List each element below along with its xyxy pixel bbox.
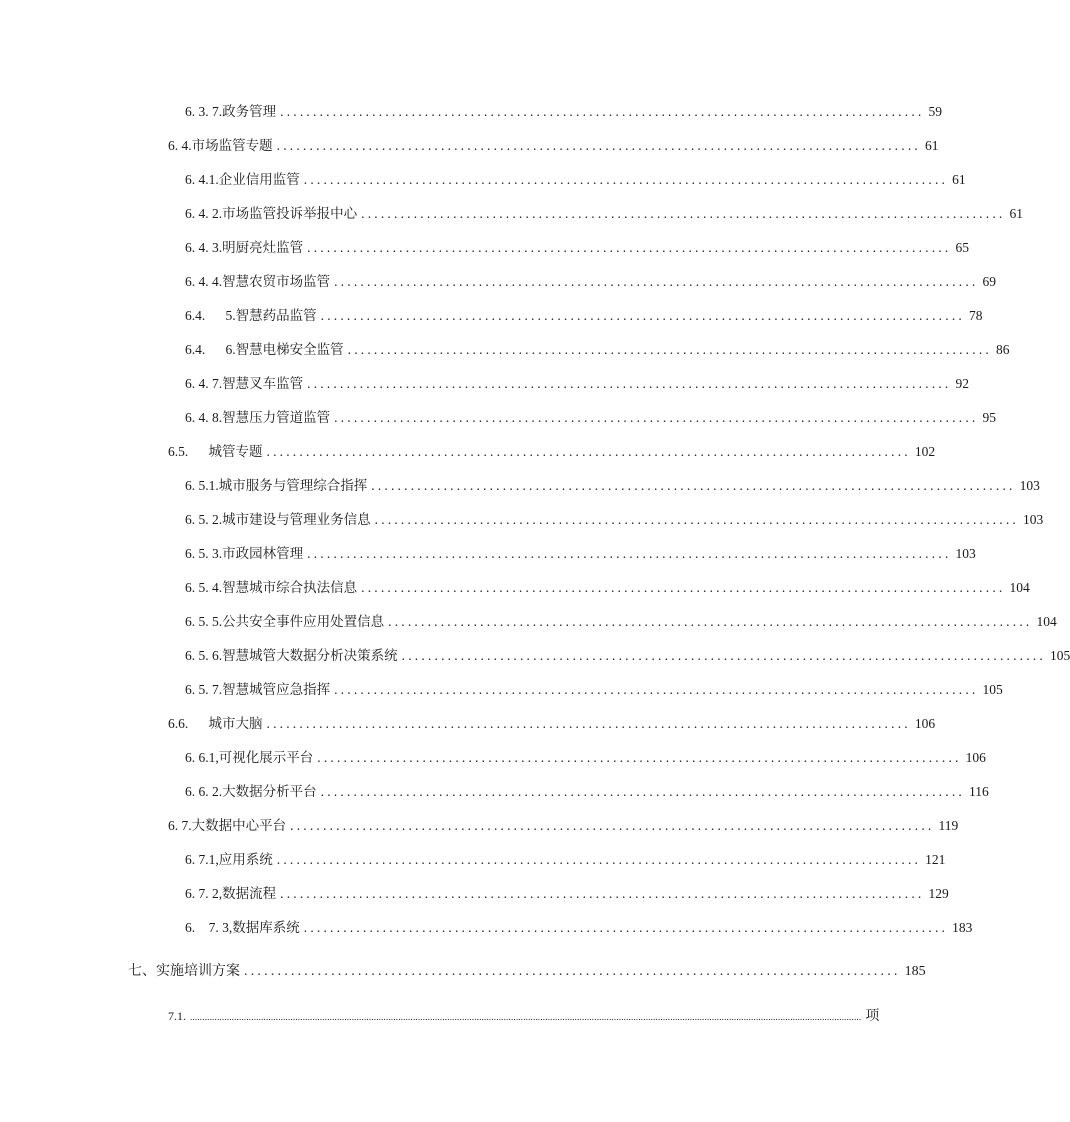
toc-entry-title: 城市大脑 — [208, 716, 263, 732]
dot-leader: .................................................................................................. — [374, 512, 1019, 527]
dot-leader: .................................................................................................. — [266, 716, 911, 731]
toc-entry-number: 6. 3. 7. — [185, 104, 223, 119]
toc-entry-title: 市场监管投诉举报中心 — [222, 206, 358, 222]
toc-entry-title: 数据库系统 — [232, 920, 300, 936]
toc-entry-title: 数据流程 — [222, 886, 277, 902]
toc-entry-number: 6. 4. 3. — [185, 240, 223, 255]
toc-entry[interactable] — [185, 409, 996, 427]
toc-entry-number: 6. 7. 3, — [185, 920, 233, 935]
toc-entry-page: 103 — [1019, 478, 1040, 493]
toc-entry-title: 城市建设与管理业务信息 — [222, 512, 371, 528]
toc-entry-number: 6. 5.1. — [185, 478, 219, 493]
toc-entry-page: 59 — [928, 104, 942, 119]
toc-entry-page: 61 — [924, 138, 939, 153]
toc-entry-title: 实施培训方案 — [156, 963, 240, 979]
dot-leader: .................................................................................................. — [307, 546, 952, 561]
toc-entry-number: 6. 5. 7. — [185, 682, 223, 697]
toc-entry-page: 61 — [1009, 206, 1023, 221]
toc-entry[interactable] — [185, 749, 986, 767]
toc-entry-title: 智慧城管大数据分析决策系统 — [222, 648, 398, 664]
toc-entry-number: 6. 4. 8. — [185, 410, 223, 425]
toc-entry-number: 6. 5. 5. — [185, 614, 223, 629]
toc-entry-page: 185 — [904, 964, 926, 979]
dot-leader: .................................................................................................. — [276, 852, 922, 867]
toc-entry[interactable] — [168, 817, 959, 835]
dot-leader: .................................................................................................. — [290, 818, 935, 833]
toc-entry-number: 6. 5. 2. — [185, 512, 223, 527]
toc-entry[interactable] — [185, 239, 969, 257]
toc-entry-title: 企业信用监管 — [218, 172, 300, 188]
dot-leader: .................................................................................................. — [317, 750, 962, 765]
toc-entry-page: 103 — [1022, 512, 1044, 527]
toc-entry[interactable] — [185, 375, 969, 393]
toc-entry-number: 6. 7. 2, — [185, 886, 223, 901]
toc-entry-page: 129 — [928, 886, 949, 901]
toc-entry-title: 市场监管专题 — [191, 138, 273, 154]
dot-leader: .................................................................................................................................................................................................................................................................................. — [190, 1012, 862, 1022]
toc-entry-page: 106 — [914, 716, 936, 731]
toc-entry-number: 6.4. 6. — [185, 342, 236, 357]
toc-entry[interactable] — [185, 647, 1070, 665]
dot-leader: .................................................................................................. — [303, 172, 949, 187]
dot-leader: .................................................................................................. — [244, 964, 901, 979]
toc-entry-number: 6. 5. 3. — [185, 546, 223, 561]
toc-entry[interactable] — [185, 885, 949, 903]
toc-entry-page: 104 — [1009, 580, 1030, 595]
toc-entry-title: 明厨亮灶监管 — [222, 240, 304, 256]
toc-entry-page: 183 — [952, 920, 973, 935]
toc-entry-title: 市政园林管理 — [222, 546, 304, 562]
dot-leader: .................................................................................................. — [361, 580, 1006, 595]
toc-entry[interactable] — [168, 715, 936, 733]
toc-entry-number: 6.5. — [168, 444, 209, 459]
toc-entry-title: 应用系统 — [218, 852, 273, 868]
toc-entry-page: 103 — [955, 546, 976, 561]
toc-entry-number: 6. 7.1, — [185, 852, 219, 867]
dot-leader: .................................................................................................. — [401, 648, 1046, 663]
dot-leader: .................................................................................................. — [320, 784, 965, 799]
toc-entry[interactable] — [185, 205, 1023, 223]
toc-entry-page: 92 — [955, 376, 969, 391]
dot-leader: .................................................................................................. — [280, 886, 925, 901]
toc-chapter-entry[interactable] — [128, 962, 926, 981]
toc-entry-page: 119 — [938, 818, 959, 833]
toc-entry-page: 106 — [965, 750, 986, 765]
toc-entry-title: 政务管理 — [222, 104, 277, 120]
toc-entry-title: 公共安全事件应用处置信息 — [222, 614, 385, 630]
toc-entry[interactable] — [185, 851, 946, 869]
toc-entry-page: 105 — [982, 682, 1003, 697]
dot-leader: .................................................................................................. — [361, 206, 1006, 221]
toc-entry-title: 智慧农贸市场监管 — [222, 274, 331, 290]
toc-entry[interactable] — [185, 477, 1040, 495]
toc-entry-number: 6. 4.1. — [185, 172, 219, 187]
dot-leader: .................................................................................................. — [320, 308, 965, 323]
toc-entry-page: 121 — [925, 852, 946, 867]
toc-entry-page: 78 — [968, 308, 983, 323]
toc-entry[interactable] — [185, 103, 942, 121]
toc-entry-title: 城管专题 — [208, 444, 263, 460]
toc-entry[interactable] — [185, 613, 1057, 631]
toc-entry-number: 6. 4. 7. — [185, 376, 223, 391]
dot-leader: .................................................................................................. — [266, 444, 911, 459]
toc-entry-title: 可视化展示平台 — [218, 750, 314, 766]
toc-entry-page: 95 — [982, 410, 996, 425]
toc-entry-number: 6.6. — [168, 716, 209, 731]
dot-leader: .................................................................................................. — [388, 614, 1033, 629]
toc-entry[interactable] — [168, 1007, 880, 1026]
toc-entry-page: 116 — [968, 784, 989, 799]
toc-entry-page: 69 — [982, 274, 996, 289]
toc-entry[interactable] — [185, 273, 996, 291]
toc-entry-title: 智慧城管应急指挥 — [222, 682, 331, 698]
toc-entry-title: 大数据分析平台 — [222, 784, 317, 800]
dot-leader: .................................................................................................. — [347, 342, 992, 357]
toc-entry-number: 6. 5. 6. — [185, 648, 223, 663]
toc-entry-page: 104 — [1036, 614, 1057, 629]
toc-entry-page: 61 — [952, 172, 966, 187]
toc-entry-number: 7.1. — [168, 1009, 186, 1023]
toc-entry-page: 105 — [1049, 648, 1070, 663]
toc-entry-number: 6. 4. 4. — [185, 274, 223, 289]
toc-entry[interactable] — [185, 919, 973, 937]
toc-entry[interactable] — [185, 511, 1044, 529]
toc-entry[interactable] — [185, 681, 1003, 699]
toc-entry[interactable] — [185, 545, 976, 563]
dot-leader: .................................................................................................. — [371, 478, 1016, 493]
toc-entry-page: 项 — [865, 1009, 880, 1024]
toc-entry[interactable] — [185, 171, 966, 189]
dot-leader: .................................................................................................. — [334, 274, 979, 289]
toc-entry-page: 102 — [914, 444, 936, 459]
toc-entry-title: 智慧药品监管 — [235, 308, 317, 324]
toc-entry[interactable] — [185, 307, 983, 325]
toc-entry-number: 6. 4. 2. — [185, 206, 223, 221]
dot-leader: .................................................................................................. — [276, 138, 921, 153]
toc-entry-page: 65 — [955, 240, 969, 255]
toc-entry-title: 大数据中心平台 — [191, 818, 287, 834]
toc-entry-number: 6. 7. — [168, 818, 192, 833]
toc-entry-title: 智慧城市综合执法信息 — [222, 580, 358, 596]
toc-entry-title: 智慧电梯安全监管 — [235, 342, 344, 358]
toc-entry[interactable] — [168, 137, 939, 155]
toc-entry[interactable] — [185, 341, 1010, 359]
toc-entry-number: 6.4. 5. — [185, 308, 236, 323]
toc-entry-page: 86 — [995, 342, 1010, 357]
toc-entry[interactable] — [168, 443, 936, 461]
toc-entry[interactable] — [185, 783, 989, 801]
dot-leader: .................................................................................................. — [280, 104, 925, 119]
toc-entry-number: 6. 5. 4. — [185, 580, 223, 595]
dot-leader: .................................................................................................. — [334, 410, 979, 425]
toc-entry-number: 6. 6. 2. — [185, 784, 223, 799]
toc-entry-title: 智慧压力管道监管 — [222, 410, 331, 426]
dot-leader: .................................................................................................. — [307, 376, 952, 391]
toc-entry[interactable] — [185, 579, 1030, 597]
dot-leader: .................................................................................................. — [307, 240, 952, 255]
dot-leader: .................................................................................................. — [334, 682, 979, 697]
toc-entry-title: 智慧叉车监管 — [222, 376, 304, 392]
toc-entry-title: 城市服务与管理综合指挥 — [218, 478, 368, 494]
toc-entry-number: 6. 6.1, — [185, 750, 219, 765]
toc-entry-number: 6. 4. — [168, 138, 192, 153]
toc-entry-number: 七、 — [128, 964, 156, 979]
dot-leader: .................................................................................................. — [303, 920, 949, 935]
